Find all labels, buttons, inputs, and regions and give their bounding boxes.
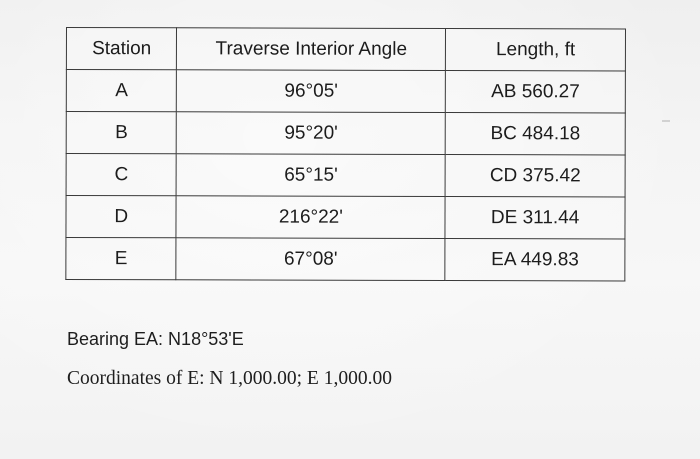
traverse-table (65, 27, 626, 281)
table-row (66, 196, 625, 239)
header-traverse-interior-angle: Traverse Interior Angle (177, 28, 446, 71)
length-cell: AB 560.27 (446, 70, 626, 112)
length-cell: CD 375.42 (445, 154, 625, 196)
table-row (66, 112, 625, 155)
table-header-row (66, 28, 625, 71)
header-station: Station (66, 28, 177, 70)
station-cell: C (66, 154, 177, 196)
station-cell: D (66, 196, 177, 238)
length-cell: BC 484.18 (445, 112, 625, 154)
angle-cell: 96°05' (177, 70, 446, 113)
coordinates-note: Coordinates of E: N 1,000.00; E 1,000.00 (67, 368, 392, 389)
angle-cell: 65°15' (176, 154, 445, 197)
header-length: Length, ft (446, 28, 626, 70)
length-cell: EA 449.83 (445, 238, 625, 280)
station-cell: B (66, 112, 177, 154)
bearing-note: Bearing EA: N18°53'E (67, 329, 244, 349)
table-row (66, 238, 625, 281)
angle-cell: 216°22' (176, 196, 445, 239)
angle-cell: 95°20' (177, 112, 446, 155)
paper-mark (662, 120, 670, 122)
angle-cell: 67°08' (176, 238, 445, 281)
length-cell: DE 311.44 (445, 196, 625, 238)
station-cell: A (66, 70, 177, 112)
table-row (66, 154, 625, 197)
table-row (66, 70, 625, 113)
station-cell: E (66, 238, 177, 280)
